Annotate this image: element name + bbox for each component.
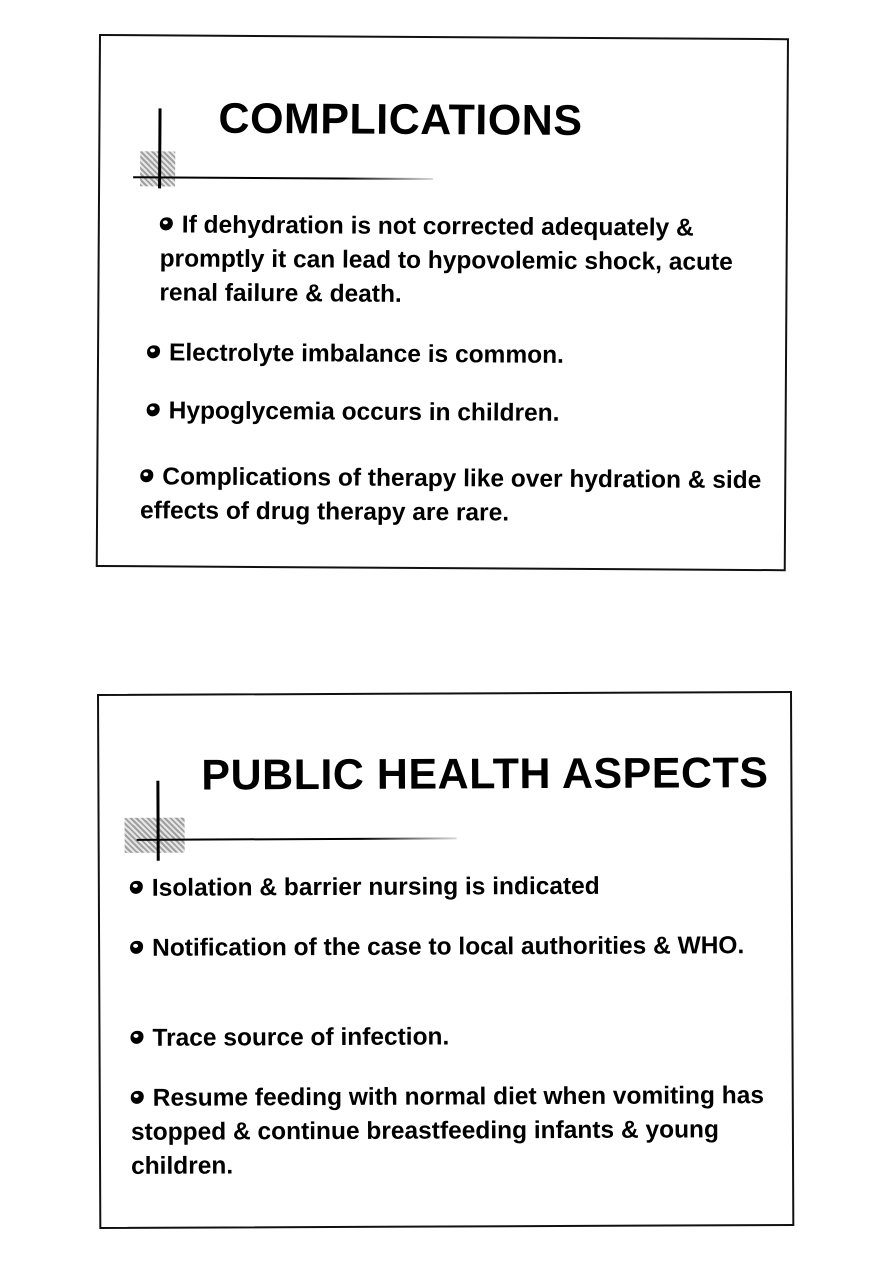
bullet-list: [140, 460, 780, 532]
bullet-item: [147, 336, 767, 374]
bullet-icon: [130, 1031, 143, 1044]
bullet-text: Electrolyte imbalance is common.: [168, 339, 564, 369]
bullet-item: [130, 869, 770, 906]
bullet-item: [147, 394, 767, 432]
bullet-text: Complications of therapy like over hydration & side effects of drug therapy are rare.: [140, 463, 762, 527]
bullet-icon: [147, 345, 160, 358]
title-vertical-rule: [156, 781, 159, 861]
bullet-item: [159, 208, 770, 314]
bullet-list: [131, 1079, 786, 1184]
bullet-text: Notification of the case to local authorities & WHO.: [152, 932, 745, 962]
title-decoration-smudge: [125, 818, 185, 853]
bullet-list: [147, 336, 767, 374]
bullet-text: Trace source of infection.: [152, 1023, 450, 1052]
bullet-item: [130, 1019, 770, 1056]
bullet-list: [147, 394, 767, 432]
bullet-icon: [131, 1091, 144, 1104]
title-horizontal-rule: [137, 837, 457, 840]
bullet-text: Resume feeding with normal diet when vomiting has stopped & continue breastfeeding infants & young children.: [130, 1082, 765, 1180]
slide-public-health-aspects: [97, 691, 794, 1229]
bullet-list: [130, 1019, 770, 1056]
bullet-item: [130, 929, 770, 966]
bullet-list: [159, 208, 770, 314]
slide-title: PUBLIC HEALTH ASPECTS: [201, 749, 769, 800]
bullet-item: [140, 460, 780, 532]
bullet-item: [131, 1079, 786, 1184]
bullet-list: [130, 869, 770, 906]
slide-title: COMPLICATIONS: [218, 94, 583, 145]
bullet-icon: [130, 941, 143, 954]
slide-complications: [96, 34, 789, 571]
bullet-icon: [130, 881, 143, 894]
bullet-icon: [140, 469, 153, 482]
bullet-icon: [147, 403, 160, 416]
title-horizontal-rule: [133, 176, 433, 180]
bullet-text: Hypoglycemia occurs in children.: [168, 397, 560, 427]
bullet-icon: [160, 217, 173, 230]
bullet-list: [130, 929, 770, 966]
bullet-text: If dehydration is not corrected adequately & promptly it can lead to hypovolemic shock, acute renal failure & death.: [159, 211, 733, 308]
bullet-text: Isolation & barrier nursing is indicated: [151, 872, 600, 902]
